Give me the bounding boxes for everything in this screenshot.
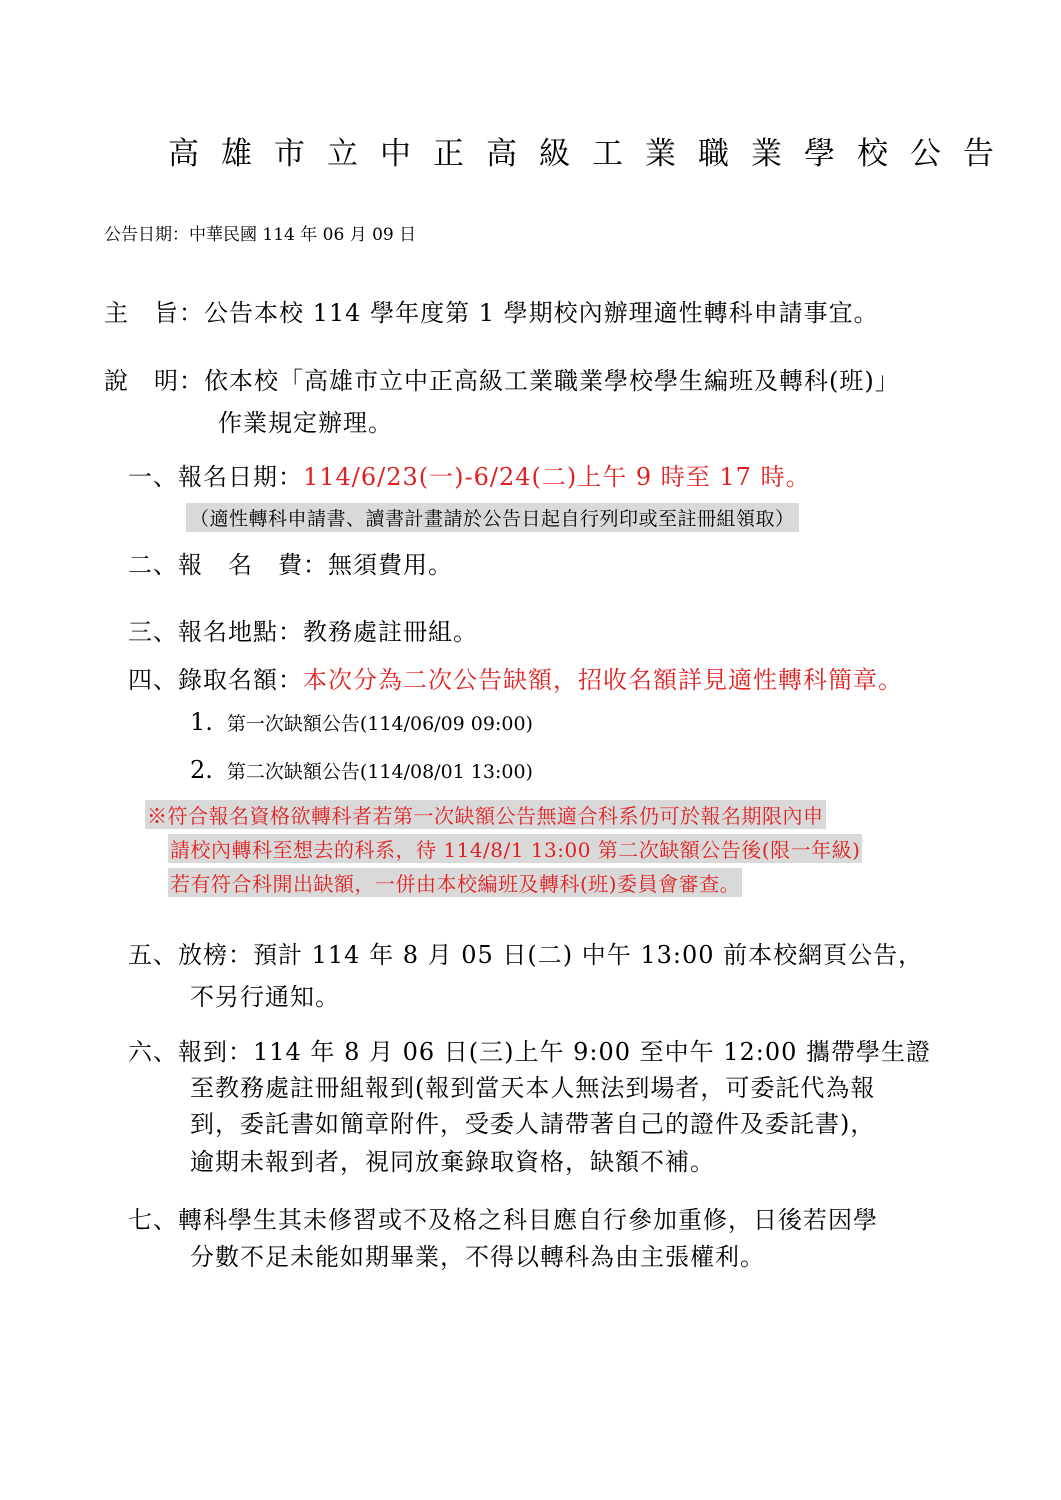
subject-line — [104, 293, 879, 328]
item-four-label: 錄取名額： — [178, 666, 303, 694]
item-three-number: 三、 — [128, 618, 178, 646]
item-four-highlight-1: ※符合報名資格欲轉科者若第一次缺額公告無適合科系仍可於報名期限內申 — [145, 800, 826, 829]
item-four-sub-1-text: 第一次缺額公告(114/06/09 09:00) — [226, 713, 533, 735]
item-six-line-1 — [128, 1032, 931, 1067]
item-one-note: （適性轉科申請書、讀書計畫請於公告日起自行列印或至註冊組領取） — [186, 503, 799, 532]
item-four-sub-2 — [190, 756, 533, 784]
subject-label: 主 旨： — [104, 299, 204, 327]
item-seven-number: 七、 — [128, 1206, 178, 1234]
item-three-label: 報名地點： — [178, 618, 303, 646]
item-four — [128, 660, 903, 695]
explanation-text-1: 依本校「高雄市立中正高級工業職業學校學生編班及轉科(班)」 — [204, 367, 900, 395]
item-four-sub-2-number: 2. — [190, 756, 213, 784]
item-four-sub-1 — [190, 708, 533, 736]
item-four-highlight-3: 若有符合科開出缺額，一併由本校編班及轉科(班)委員會審查。 — [168, 868, 742, 897]
item-five-line-1 — [128, 935, 923, 970]
item-two-number: 二、 — [128, 551, 178, 579]
item-two-label: 報 名 費： — [178, 551, 328, 579]
item-three-value: 教務處註冊組。 — [303, 618, 478, 646]
item-six-line-2: 至教務處註冊組報到(報到當天本人無法到場者，可委託代為報 — [190, 1074, 876, 1102]
item-six-text-1: 報到：114 年 8 月 06 日(三)上午 9:00 至中午 12:00 攜帶學生證 — [178, 1038, 932, 1066]
item-six-line-4: 逾期未報到者，視同放棄錄取資格，缺額不補。 — [190, 1148, 715, 1176]
item-one — [128, 457, 811, 492]
explanation-line-1 — [104, 361, 900, 396]
item-four-sub-2-text: 第二次缺額公告(114/08/01 13:00) — [226, 761, 533, 783]
item-four-value: 本次分為二次公告缺額，招收名額詳見適性轉科簡章。 — [303, 666, 903, 694]
item-two — [128, 545, 453, 580]
item-one-value: 114/6/23(一)-6/24(二)上午 9 時至 17 時。 — [303, 463, 811, 491]
item-two-value: 無須費用。 — [328, 551, 453, 579]
item-one-number: 一、 — [128, 463, 178, 491]
item-five-number: 五、 — [128, 941, 178, 969]
item-five-text-1: 放榜：預計 114 年 8 月 05 日(二) 中午 13:00 前本校網頁公告， — [178, 941, 924, 969]
item-seven-text-1: 轉科學生其未修習或不及格之科目應自行參加重修，日後若因學 — [178, 1206, 878, 1234]
item-seven-line-1 — [128, 1200, 878, 1235]
explanation-label: 說 明： — [104, 367, 204, 395]
item-four-highlight-2: 請校內轉科至想去的科系，待 114/8/1 13:00 第二次缺額公告後(限一年級) — [168, 834, 862, 863]
item-six-number: 六、 — [128, 1038, 178, 1066]
announcement-date: 公告日期：中華民國 114 年 06 月 09 日 — [104, 225, 417, 245]
item-four-sub-1-number: 1. — [190, 708, 213, 736]
item-three — [128, 612, 478, 647]
item-seven-line-2: 分數不足未能如期畢業，不得以轉科為由主張權利。 — [190, 1243, 765, 1271]
item-five-line-2: 不另行通知。 — [190, 983, 340, 1011]
item-four-number: 四、 — [128, 666, 178, 694]
item-one-label: 報名日期： — [178, 463, 303, 491]
item-six-line-3: 到，委託書如簡章附件，受委人請帶著自己的證件及委託書)， — [190, 1110, 876, 1138]
explanation-line-2: 作業規定辦理。 — [218, 409, 393, 437]
page-title: 高雄市立中正高級工業職業學校公告 — [168, 136, 1016, 172]
subject-text: 公告本校 114 學年度第 1 學期校內辦理適性轉科申請事宜。 — [204, 299, 879, 327]
